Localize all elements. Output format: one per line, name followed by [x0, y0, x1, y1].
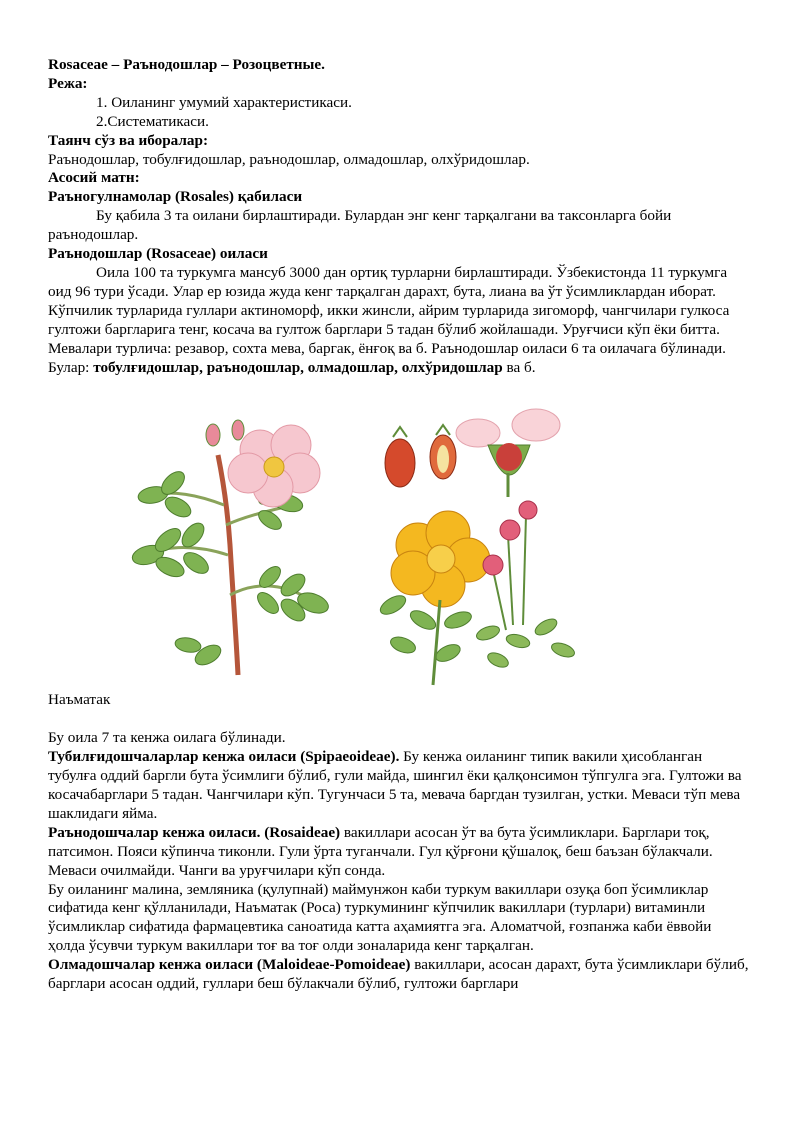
document-page [48, 56, 752, 994]
spiraea-text: Бу кенжа оиланинг типик вакили ҳисобланган тубулға оддий баргли бута ўсимлиги бўлиб, гули майда, шингил ёки қалқонсимон тўпгулга эга. Гултожи ва косачабарглари 5 тадан. Чангчилари кўп. Тугунчаси 5 та, мевача баргдан тузилган, устки. Меваси тўп мева шаклидаги яйма. [48, 748, 742, 822]
main-label: Асосий матн: [48, 169, 140, 187]
order-paragraph: Бу қабила 3 та оилани бирлаштиради. Булардан энг кенг тарқалгани ва таксонларга бойи раънодошлар. [48, 207, 672, 244]
malo-paragraph [48, 956, 752, 994]
flower-section-image [456, 409, 560, 497]
subfamilies-intro: Бу оила 7 та кенжа оилага бўлинади. [48, 729, 286, 747]
pink-berry-flowers-image [475, 501, 577, 670]
rosa-paragraph [48, 824, 752, 881]
keywords-text: Раънодошлар, тобулғидошлар, раънодошлар, олмадошлар, олхўридошлар. [48, 150, 530, 168]
rosa-text: вакиллари асосан ўт ва бута ўсимликлари. Барглари тоқ, патсимон. Пояси кўпинча тиконли. Гули ўрта туганчали. Гул қўрғони қўшалоқ, беш баъзан бўлакчали. Меваси очилмайди. Чанги ва уруғчилари кўп сонда. [48, 823, 713, 879]
spiraea-heading: Тубилғидошчаларлар кенжа оиласи (Spipaeoideae). [48, 748, 400, 766]
malo-text: вакиллари, асосан дарахт, бута ўсимликлари бўлиб, барглари асосан оддий, гуллари беш бўлакчали бўлиб, гултожи барглари [48, 956, 749, 993]
spacer [48, 710, 752, 729]
yellow-rose-image [377, 511, 490, 685]
rose-hip-images [385, 425, 456, 487]
plan-item-1: 1. Оиланинг умумий характеристикаси. [96, 93, 352, 111]
plan-item-2: 2.Систематикаси. [96, 112, 209, 130]
order-heading: Раъногулнамолар (Rosales) қабиласи [48, 188, 303, 206]
doc-title: Rosaceae – Раънодошлар – Розоцветные. [48, 56, 325, 73]
rosa-paragraph-2: Бу оиланинг малина, земляника (қулупнай) маймунжон каби туркум вакиллари озуқа боп ўсимликлар сифатида кенг қўлланилади, Наъматак (Роса) туркумининг кўпчилик вакиллари (турлари) витаминли ўсимликлар сифатида фармацевтика саноатида катта аҳамиятга эга. Аломатчой, ғозпанжа каби ёввойи ҳолда ўсувчи туркум вакиллари тоғ ва тоғ олди зоналарида кенг тарқалган. [48, 880, 712, 955]
plan-label: Режа: [48, 74, 88, 92]
figure-caption: Наъматак [48, 691, 111, 709]
rose-branch-image [130, 420, 331, 675]
family-text: Оила 100 та туркумга мансуб 3000 дан ортиқ турларни бирлаштиради. Ўзбекистонда 11 туркумга оид 96 тури ўсади. Улар ер юзида жуда кенг тарқалган дарахт, бута, лиана ва ўт ўсимликлардан иборат. Кўпчилик турларида гуллари актиноморф, икки жинсли, айрим турларида зигоморф, чангчилари гулкоса гултожи баргларига тенг, косача ва гултож барглари 5 тадан бўлиб жойлашади. Уруғчиси кўп ёки битта. Мевалари турлича: резавор, сохта мева, баргак, ёнғоқ ва б. Раънодошлар оиласи 6 та оилачага бўлинади. Булар: [48, 263, 730, 376]
family-bold-text: тобулғидошлар, раънодошлар, олмадошлар, олхўридошлар [93, 358, 503, 376]
spiraea-paragraph [48, 748, 752, 824]
rosa-heading: Раънодошчалар кенжа оиласи. (Rosaideae) [48, 823, 341, 841]
malo-heading: Олмадошчалар кенжа оиласи (Maloideae-Pomoideae) [48, 956, 411, 974]
keywords-label: Таянч сўз ва иборалар: [48, 131, 209, 149]
family-tail-text: ва б. [502, 358, 536, 376]
family-paragraph [48, 264, 752, 377]
family-heading: Раънодошлар (Rosaceae) оиласи [48, 245, 268, 263]
rose-illustration [48, 395, 752, 691]
